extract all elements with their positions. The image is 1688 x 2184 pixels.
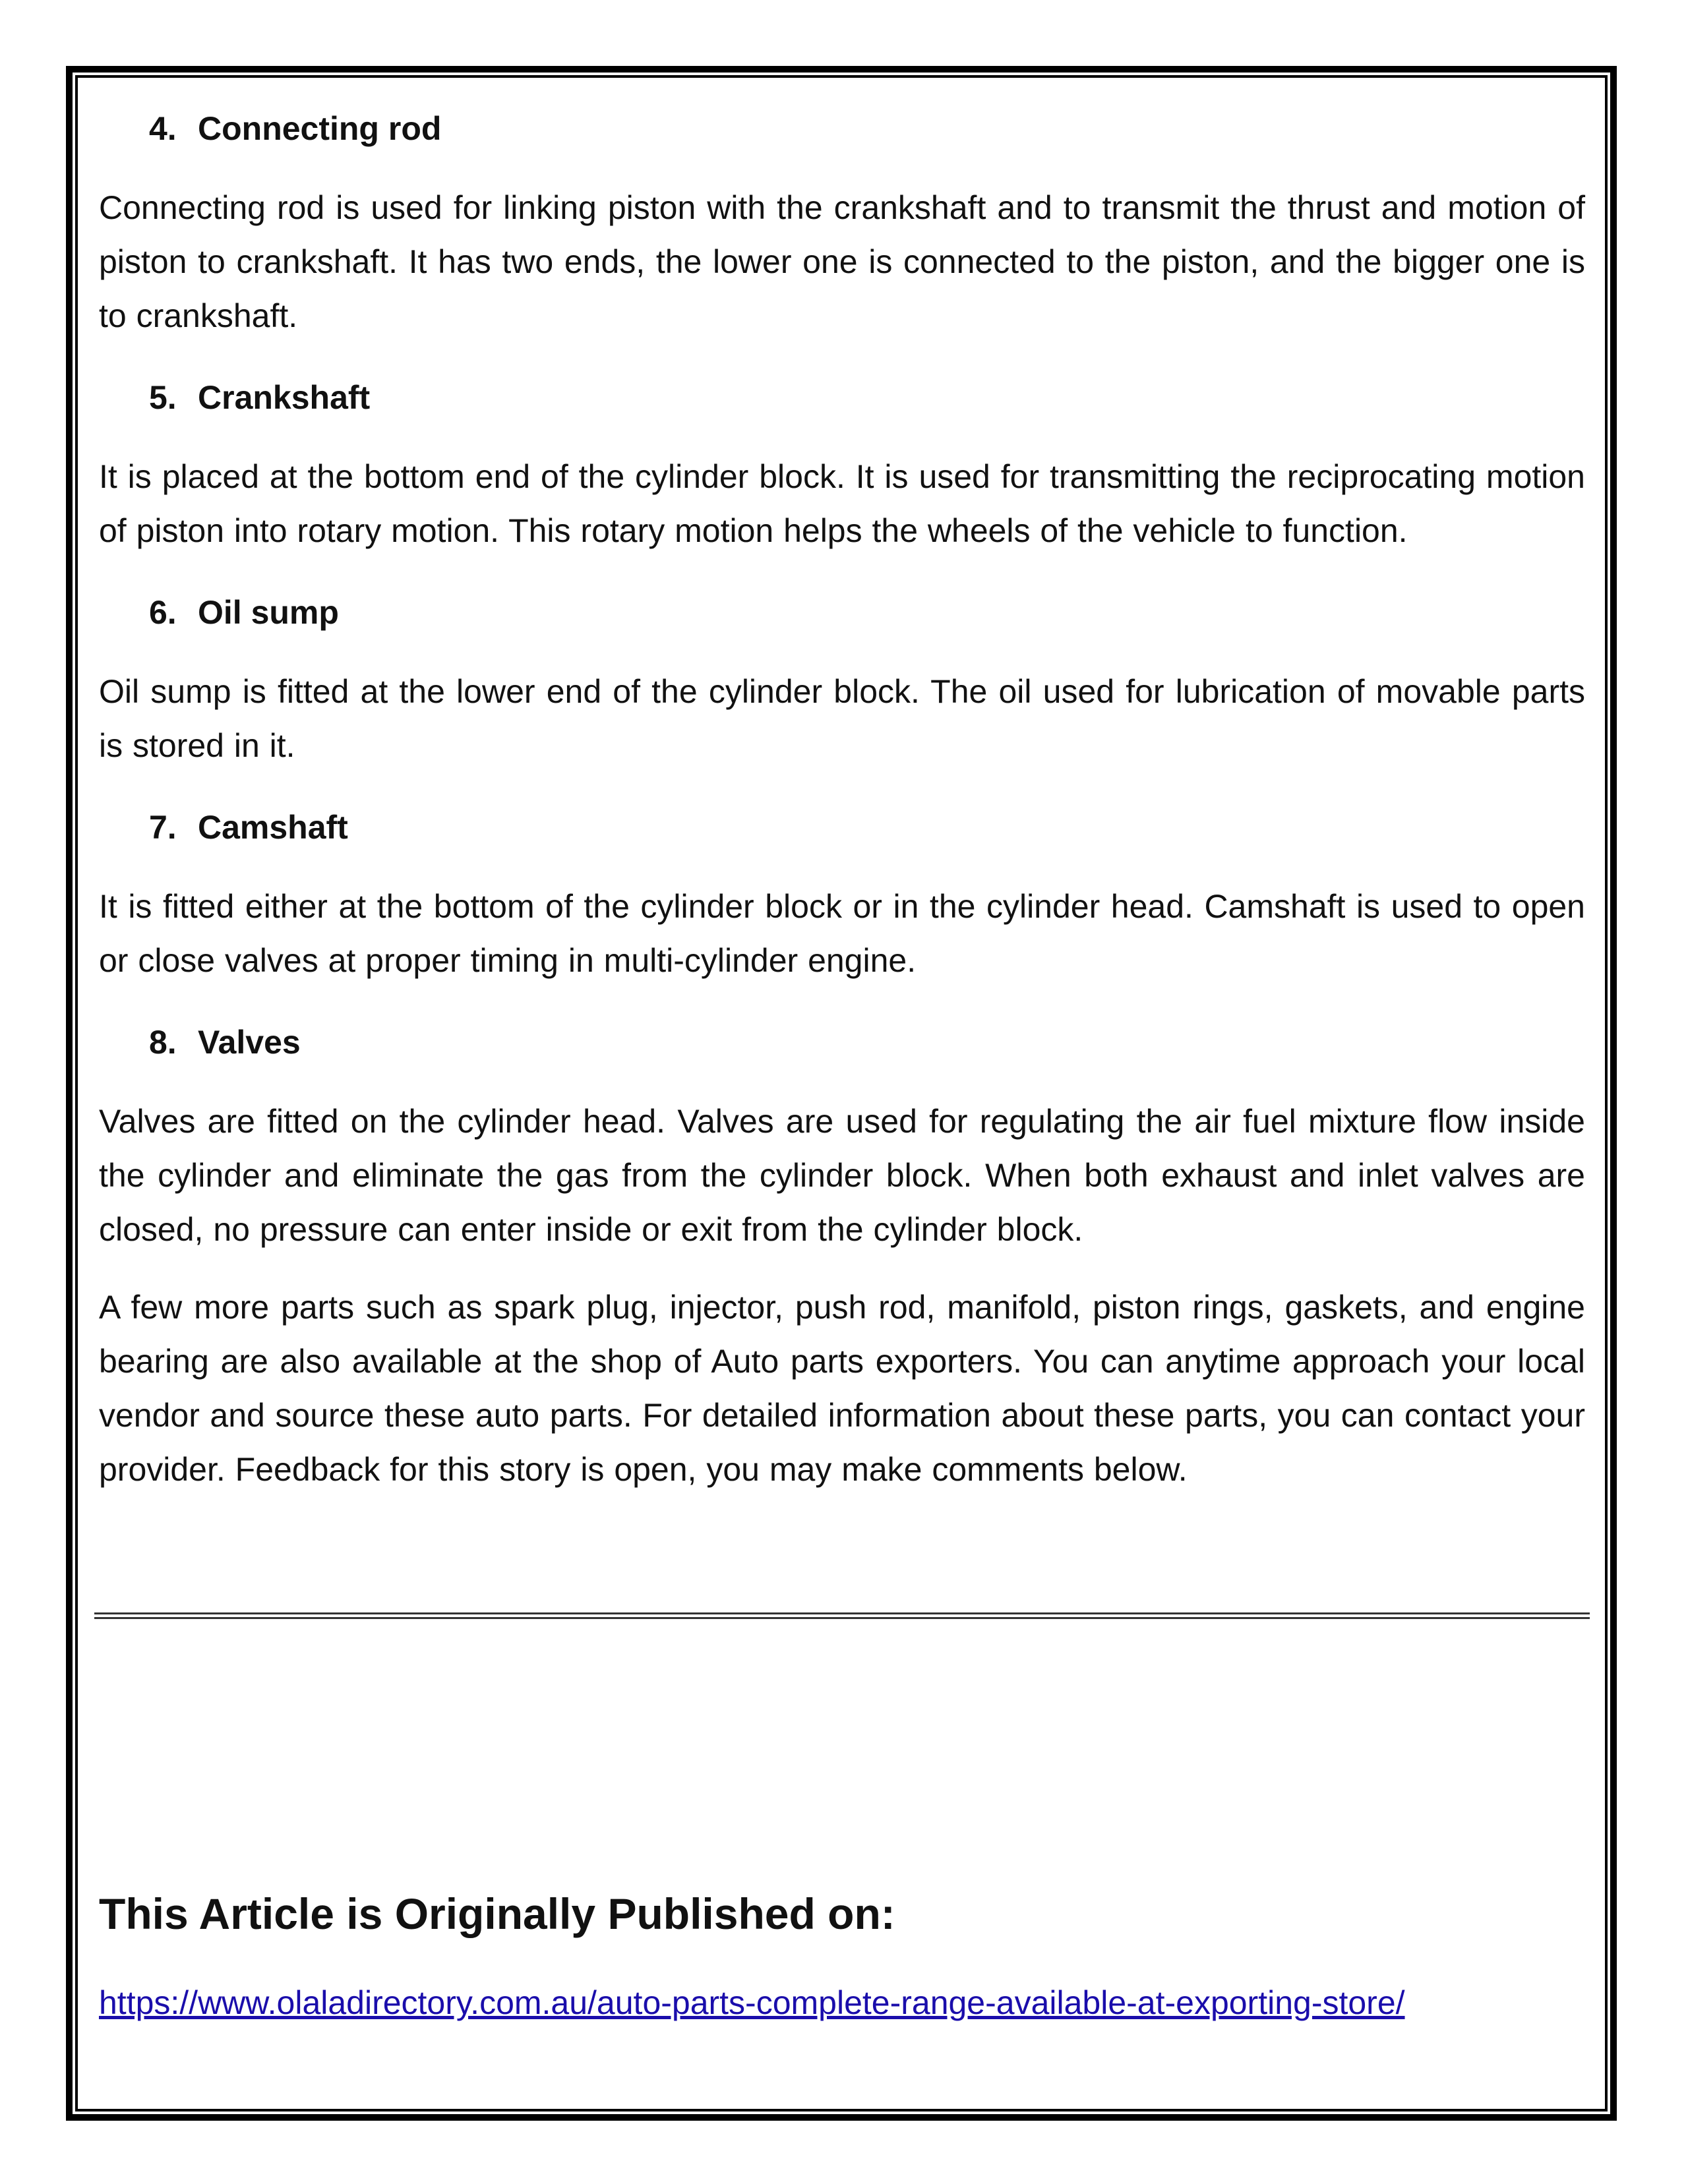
paragraph-closing: A few more parts such as spark plug, injector, push rod, manifold, piston rings, gaskets, and engine bearing are also available at the shop of Auto parts exporters. You can anytime approach your local vendor and source these auto parts. For detailed information about these parts, you can contact your provider. Feedback for this story is open, you may make comments below. — [99, 1289, 1585, 1488]
section-number: 5. — [149, 379, 177, 416]
paragraph-oil-sump: Oil sump is fitted at the lower end of the cylinder block. The oil used for lubrication of movable parts is stored in it. — [99, 673, 1585, 764]
section-heading-connecting-rod — [99, 99, 1585, 158]
paragraph-crankshaft: It is placed at the bottom end of the cylinder block. It is used for transmitting the reciprocating motion of piston into rotary motion. This rotary motion helps the wheels of the vehicle to function. — [99, 458, 1585, 549]
section-heading-camshaft — [99, 798, 1585, 857]
article-body — [99, 99, 1585, 1496]
section-number: 8. — [149, 1024, 177, 1061]
section-number: 7. — [149, 809, 177, 846]
published-title: This Article is Originally Published on: — [99, 1889, 895, 1938]
section-title: Oil sump — [198, 594, 339, 631]
paragraph-connecting-rod: Connecting rod is used for linking piston with the crankshaft and to transmit the thrust and motion of piston to crankshaft. It has two ends, the lower one is connected to the piston, and the bigger one is to crankshaft. — [99, 189, 1585, 334]
section-heading-oil-sump — [99, 583, 1585, 642]
section-divider — [94, 1612, 1590, 1619]
section-title: Valves — [198, 1024, 301, 1061]
section-title: Crankshaft — [198, 379, 371, 416]
paragraph-camshaft: It is fitted either at the bottom of the cylinder block or in the cylinder head. Camshaft is used to open or close valves at proper timing in multi-cylinder engine. — [99, 888, 1585, 979]
section-number: 4. — [149, 110, 177, 147]
section-heading-crankshaft — [99, 368, 1585, 427]
source-link[interactable]: https://www.olaladirectory.com.au/auto-parts-complete-range-available-at-exporting-store/ — [99, 1984, 1405, 2021]
section-title: Camshaft — [198, 809, 348, 846]
section-heading-valves — [99, 1013, 1585, 1072]
paragraph-valves: Valves are fitted on the cylinder head. Valves are used for regulating the air fuel mixture flow inside the cylinder and eliminate the gas from the cylinder block. When both exhaust and inlet valves are closed, no pressure can enter inside or exit from the cylinder block. — [99, 1103, 1585, 1248]
section-title: Connecting rod — [198, 110, 442, 147]
section-number: 6. — [149, 594, 177, 631]
